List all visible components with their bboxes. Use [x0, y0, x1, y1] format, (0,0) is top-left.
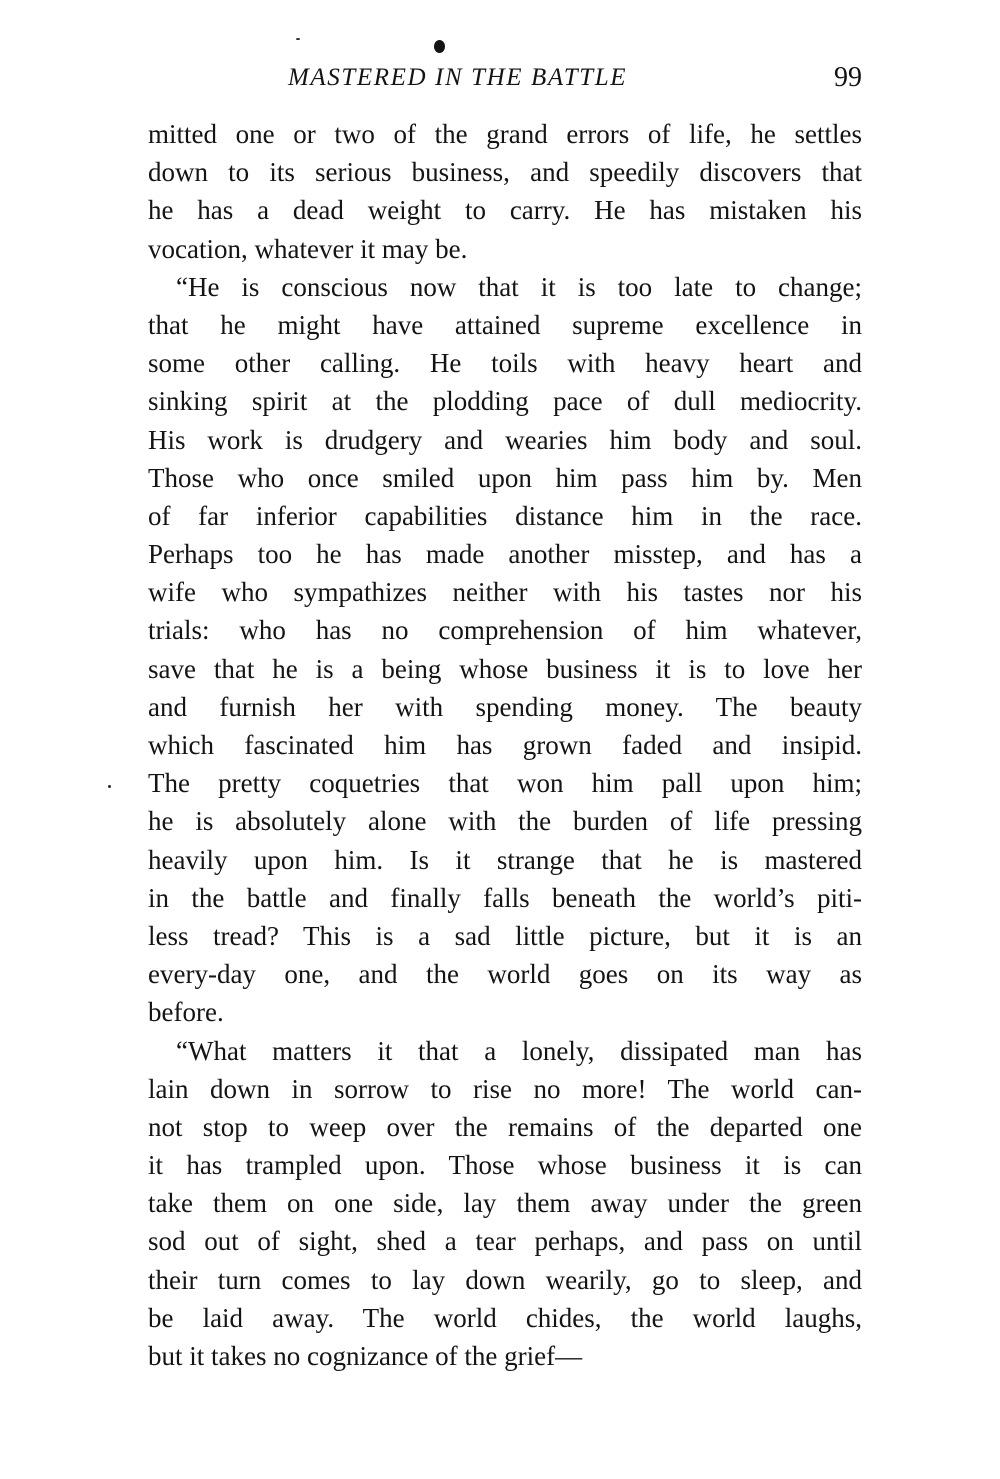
text-line: not stop to weep over the remains of the departed one [148, 1111, 862, 1142]
text-line: he has a dead weight to carry. He has mistaken his [148, 195, 862, 226]
text-line: some other calling. He toils with heavy heart and [148, 348, 862, 379]
text-line: “He is conscious now that it is too late to change; [176, 271, 862, 302]
text-line: which fascinated him has grown faded and insipid. [148, 730, 862, 760]
text-line: Perhaps too he has made another misstep, and has a [148, 539, 862, 570]
running-head [150, 58, 862, 98]
text-line: of far inferior capabilities distance him in the race. [148, 500, 862, 531]
text-line: “What matters it that a lonely, dissipated man has [176, 1035, 862, 1066]
text-line: but it takes no cognizance of the grief— [148, 1341, 583, 1371]
text-line: every-day one, and the world goes on its way as [148, 959, 862, 990]
page-number: 99 [834, 62, 862, 93]
text-line: heavily upon him. Is it strange that he is mastered [148, 844, 862, 875]
text-line: be laid away. The world chides, the world laughs, [148, 1302, 862, 1333]
text-line: save that he is a being whose business it is to love her [148, 653, 862, 684]
text-line: less tread? This is a sad little picture, but it is an [148, 920, 862, 951]
text-line: wife who sympathizes neither with his tastes nor his [148, 577, 862, 608]
text-line: sod out of sight, shed a tear perhaps, and pass on until [148, 1226, 862, 1257]
ink-speck [296, 38, 300, 40]
ink-speck [108, 785, 111, 788]
text-line: that he might have attained supreme excellence in [148, 309, 862, 340]
text-line: their turn comes to lay down wearily, go to sleep, and [148, 1264, 862, 1295]
paragraph-1 [148, 115, 862, 268]
paragraph-3 [148, 1032, 862, 1376]
text-line: sinking spirit at the plodding pace of dull mediocrity. [148, 386, 862, 417]
text-line: before. [148, 997, 224, 1028]
text-line: lain down in sorrow to rise no more! The world can- [148, 1073, 862, 1104]
text-line: take them on one side, lay them away under the green [148, 1188, 862, 1219]
body-text [148, 115, 862, 1375]
running-title: MASTERED IN THE BATTLE [288, 64, 628, 91]
text-line: down to its serious business, and speedily discovers that [148, 157, 862, 188]
text-line: and furnish her with spending money. The beauty [148, 691, 862, 722]
text-line: His work is drudgery and wearies him body and soul. [148, 424, 862, 455]
text-line: The pretty coquetries that won him pall upon him; [148, 768, 862, 799]
paragraph-2 [148, 268, 862, 1032]
text-line: Those who once smiled upon him pass him by. Men [148, 462, 862, 493]
text-line: it has trampled upon. Those whose business it is can [148, 1150, 862, 1181]
text-line: in the battle and finally falls beneath the world’s piti- [148, 882, 862, 913]
text-line: he is absolutely alone with the burden of life pressing [148, 806, 862, 837]
text-line: mitted one or two of the grand errors of life, he settles [148, 119, 862, 149]
text-line: trials: who has no comprehension of him whatever, [148, 615, 862, 646]
ink-blot [434, 40, 445, 53]
text-line: vocation, whatever it may be. [148, 233, 468, 264]
